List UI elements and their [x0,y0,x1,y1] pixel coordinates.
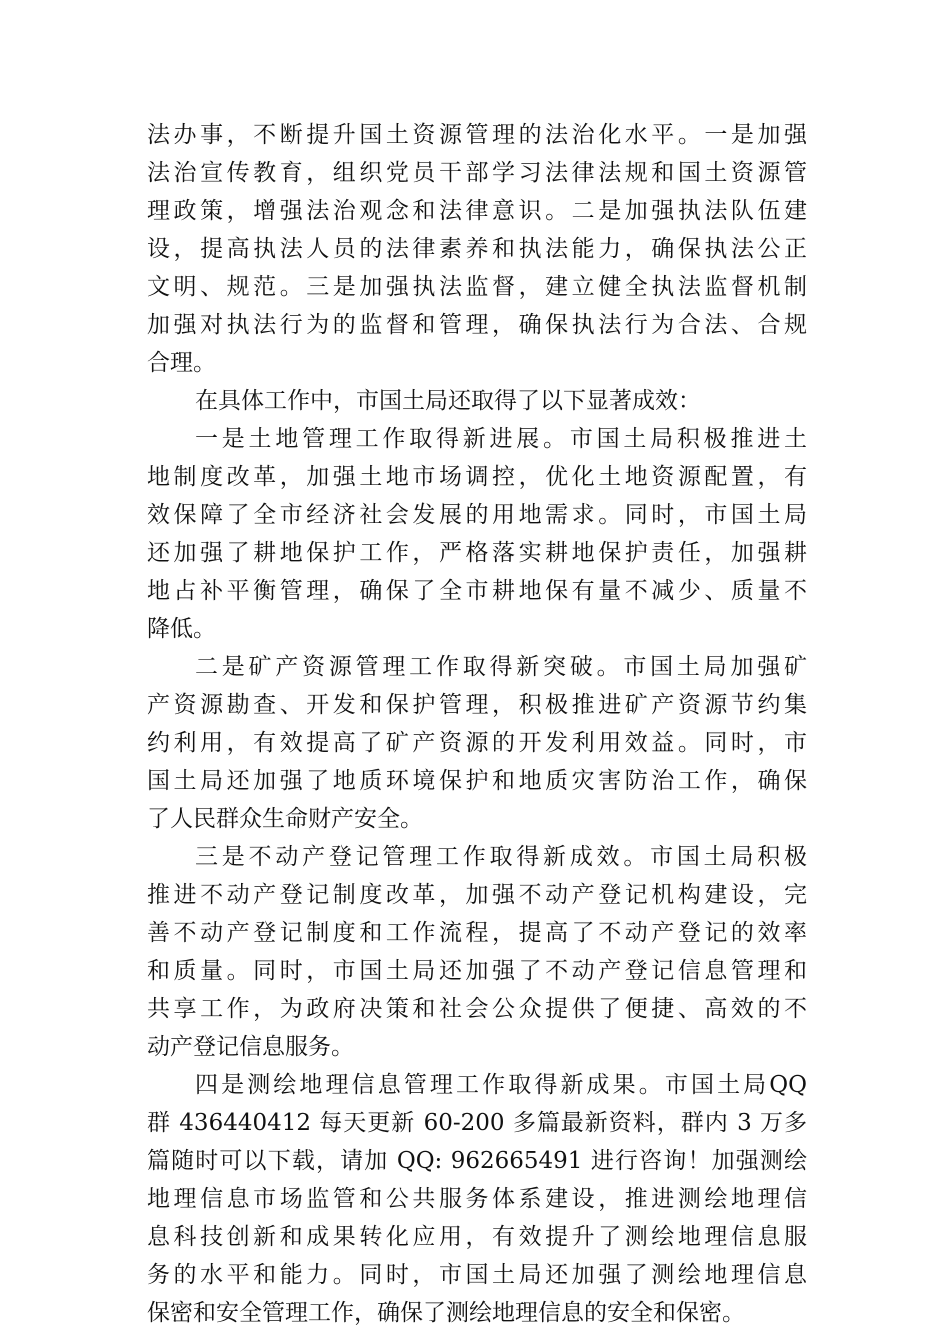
paragraph-line: 推进不动产登记制度改革，加强不动产登记机构建设，完 [147,882,807,908]
paragraph-line: 二是矿产资源管理工作取得新突破。市国土局加强矿 [195,654,807,680]
paragraph-line: 三是不动产登记管理工作取得新成效。市国土局积极 [195,844,807,870]
paragraph-line: 地占补平衡管理，确保了全市耕地保有量不减少、质量不 [147,578,807,604]
paragraph-line: 在具体工作中，市国土局还取得了以下显著成效： [195,388,701,414]
paragraph-line: 群 436440412 每天更新 60-200 多篇最新资料，群内 3 万多 [147,1110,807,1136]
paragraph-line: 共享工作，为政府决策和社会公众提供了便捷、高效的不 [147,996,807,1022]
paragraph-line: 理政策，增强法治观念和法律意识。二是加强执法队伍建 [147,198,807,224]
paragraph-line: 法治宣传教育，组织党员干部学习法律法规和国土资源管 [147,160,807,186]
paragraph-line: 产资源勘查、开发和保护管理，积极推进矿产资源节约集 [147,692,807,718]
paragraph-line: 和质量。同时，市国土局还加强了不动产登记信息管理和 [147,958,807,984]
paragraph-line: 法办事，不断提升国土资源管理的法治化水平。一是加强 [147,122,807,148]
paragraph-line: 动产登记信息服务。 [147,1034,354,1060]
paragraph-line: 地理信息市场监管和公共服务体系建设，推进测绘地理信 [147,1186,807,1212]
paragraph-line: 加强对执法行为的监督和管理，确保执法行为合法、合规 [147,312,807,338]
paragraph-line: 四是测绘地理信息管理工作取得新成果。市国土局QQ [195,1072,807,1098]
paragraph-line: 设，提高执法人员的法律素养和执法能力，确保执法公正 [147,236,807,262]
paragraph-line: 保密和安全管理工作，确保了测绘地理信息的安全和保密。 [147,1300,745,1326]
paragraph-line: 一是土地管理工作取得新进展。市国土局积极推进土 [195,426,807,452]
paragraph-line: 篇随时可以下载，请加 QQ: 962665491 进行咨询！加强测绘 [147,1148,807,1174]
paragraph-line: 了人民群众生命财产安全。 [147,806,423,832]
paragraph-line: 息科技创新和成果转化应用，有效提升了测绘地理信息服 [147,1224,807,1250]
paragraph-line: 合理。 [147,350,216,376]
paragraph-line: 务的水平和能力。同时，市国土局还加强了测绘地理信息 [147,1262,807,1288]
paragraph-line: 国土局还加强了地质环境保护和地质灾害防治工作，确保 [147,768,807,794]
paragraph-line: 地制度改革，加强土地市场调控，优化土地资源配置，有 [147,464,807,490]
paragraph-line: 还加强了耕地保护工作，严格落实耕地保护责任，加强耕 [147,540,807,566]
paragraph-line: 善不动产登记制度和工作流程，提高了不动产登记的效率 [147,920,807,946]
paragraph-line: 文明、规范。三是加强执法监督，建立健全执法监督机制 [147,274,807,300]
paragraph-line: 效保障了全市经济社会发展的用地需求。同时，市国土局 [147,502,807,528]
paragraph-line: 降低。 [147,616,216,642]
paragraph-line: 约利用，有效提高了矿产资源的开发利用效益。同时，市 [147,730,807,756]
